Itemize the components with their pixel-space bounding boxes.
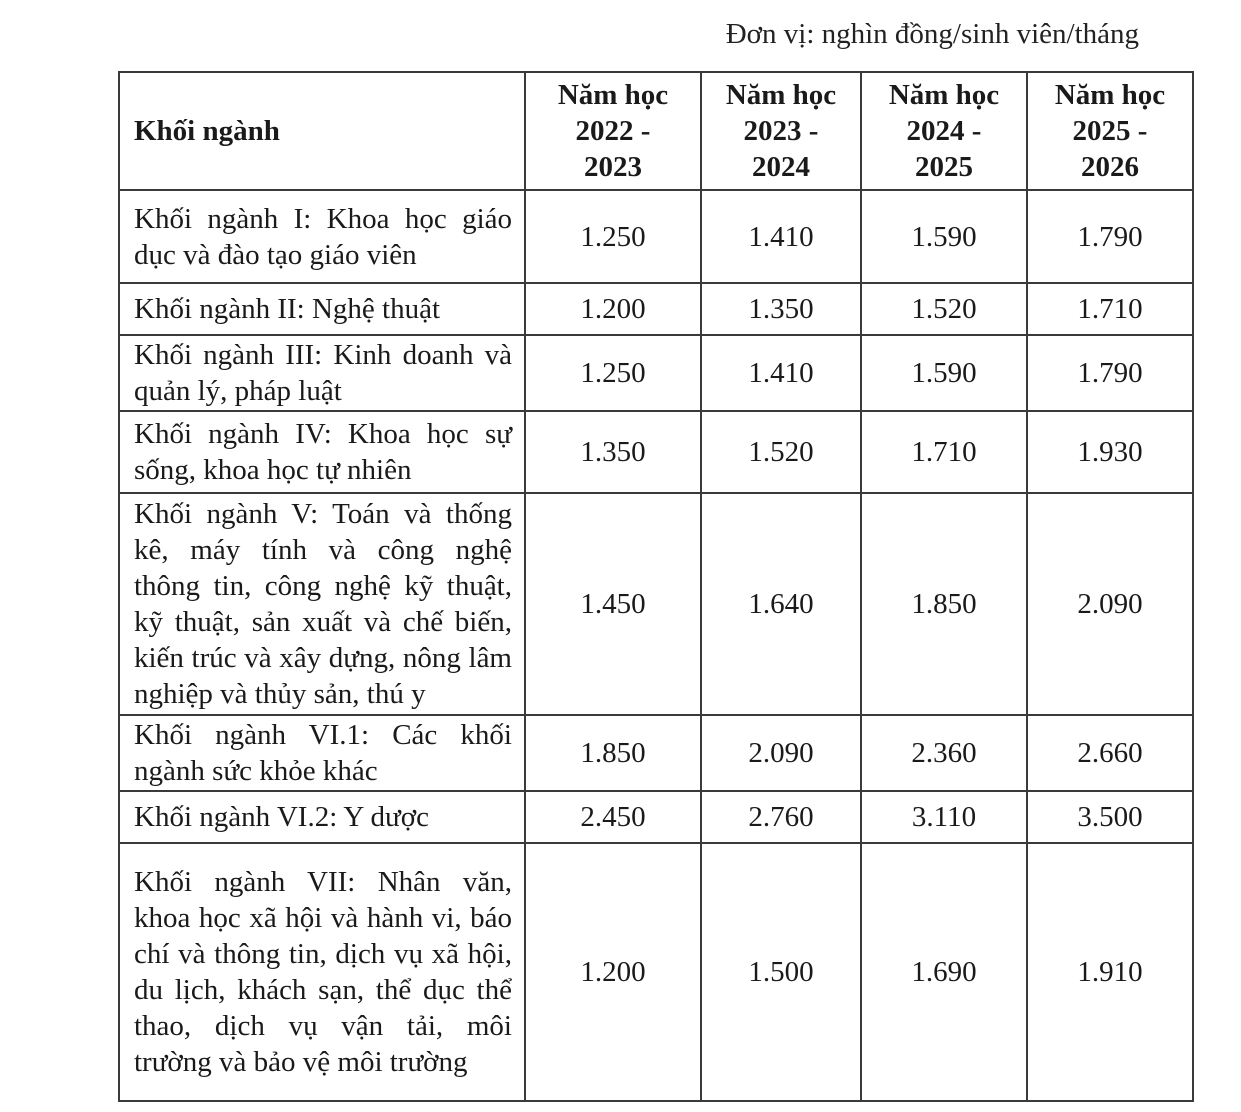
table-row <box>119 493 1193 715</box>
row-value-2022-2023: 1.250 <box>525 190 701 283</box>
row-value-2025-2026: 3.500 <box>1027 791 1193 843</box>
row-value-2022-2023: 1.250 <box>525 335 701 411</box>
row-value-2023-2024: 1.520 <box>701 411 861 493</box>
unit-note: Đơn vị: nghìn đồng/sinh viên/tháng <box>725 18 1139 50</box>
header-year-label: Năm học <box>557 79 669 111</box>
table-row <box>119 283 1193 335</box>
row-category-name: Khối ngành I: Khoa học giáo dục và đào tạo giáo viên <box>119 190 525 283</box>
table-row <box>119 190 1193 283</box>
header-year-start: 2024 - <box>906 115 982 147</box>
header-year-2022-2023 <box>525 72 701 190</box>
row-value-2023-2024: 1.350 <box>701 283 861 335</box>
header-year-start: 2025 - <box>1072 115 1148 147</box>
row-value-2024-2025: 3.110 <box>861 791 1027 843</box>
row-value-2022-2023: 1.850 <box>525 715 701 791</box>
row-value-2024-2025: 1.520 <box>861 283 1027 335</box>
header-year-start: 2022 - <box>575 115 651 147</box>
header-year-start: 2023 - <box>743 115 819 147</box>
row-category-name: Khối ngành VI.1: Các khối ngành sức khỏe khác <box>119 715 525 791</box>
row-value-2025-2026: 2.660 <box>1027 715 1193 791</box>
table-row <box>119 715 1193 791</box>
row-value-2023-2024: 2.760 <box>701 791 861 843</box>
row-value-2024-2025: 1.590 <box>861 190 1027 283</box>
row-value-2022-2023: 1.350 <box>525 411 701 493</box>
row-value-2024-2025: 1.850 <box>861 493 1027 715</box>
table-row <box>119 843 1193 1101</box>
row-value-2025-2026: 1.790 <box>1027 190 1193 283</box>
row-value-2022-2023: 1.200 <box>525 843 701 1101</box>
row-category-name: Khối ngành IV: Khoa học sự sống, khoa học tự nhiên <box>119 411 525 493</box>
row-value-2025-2026: 1.710 <box>1027 283 1193 335</box>
row-value-2022-2023: 2.450 <box>525 791 701 843</box>
row-value-2023-2024: 1.410 <box>701 190 861 283</box>
table-row <box>119 791 1193 843</box>
row-value-2023-2024: 2.090 <box>701 715 861 791</box>
table-header-row <box>119 72 1193 190</box>
row-value-2024-2025: 2.360 <box>861 715 1027 791</box>
row-value-2022-2023: 1.200 <box>525 283 701 335</box>
row-value-2023-2024: 1.500 <box>701 843 861 1101</box>
row-value-2024-2025: 1.590 <box>861 335 1027 411</box>
header-year-end: 2025 <box>915 151 973 183</box>
row-category-name: Khối ngành VI.2: Y dược <box>119 791 525 843</box>
header-year-2025-2026 <box>1027 72 1193 190</box>
row-value-2025-2026: 2.090 <box>1027 493 1193 715</box>
row-value-2022-2023: 1.450 <box>525 493 701 715</box>
row-value-2025-2026: 1.910 <box>1027 843 1193 1101</box>
row-value-2025-2026: 1.930 <box>1027 411 1193 493</box>
header-year-label: Năm học <box>725 79 837 111</box>
row-value-2025-2026: 1.790 <box>1027 335 1193 411</box>
header-category: Khối ngành <box>119 72 525 190</box>
row-value-2024-2025: 1.690 <box>861 843 1027 1101</box>
header-year-end: 2023 <box>584 151 642 183</box>
row-category-name: Khối ngành III: Kinh doanh và quản lý, pháp luật <box>119 335 525 411</box>
table-row <box>119 411 1193 493</box>
header-year-label: Năm học <box>888 79 1000 111</box>
header-year-end: 2024 <box>752 151 810 183</box>
header-year-end: 2026 <box>1081 151 1139 183</box>
header-year-2024-2025 <box>861 72 1027 190</box>
tuition-fee-table <box>118 71 1194 1102</box>
table-row <box>119 335 1193 411</box>
row-category-name: Khối ngành VII: Nhân văn, khoa học xã hội và hành vi, báo chí và thông tin, dịch vụ xã hội, du lịch, khách sạn, thể dục thể thao, dịch vụ vận tải, môi trường và bảo vệ môi trường <box>119 843 525 1101</box>
header-year-label: Năm học <box>1054 79 1166 111</box>
row-category-name: Khối ngành V: Toán và thống kê, máy tính và công nghệ thông tin, công nghệ kỹ thuật, kỹ thuật, sản xuất và chế biến, kiến trúc và xây dựng, nông lâm nghiệp và thủy sản, thú y <box>119 493 525 715</box>
row-value-2024-2025: 1.710 <box>861 411 1027 493</box>
header-year-2023-2024 <box>701 72 861 190</box>
row-category-name: Khối ngành II: Nghệ thuật <box>119 283 525 335</box>
row-value-2023-2024: 1.640 <box>701 493 861 715</box>
row-value-2023-2024: 1.410 <box>701 335 861 411</box>
